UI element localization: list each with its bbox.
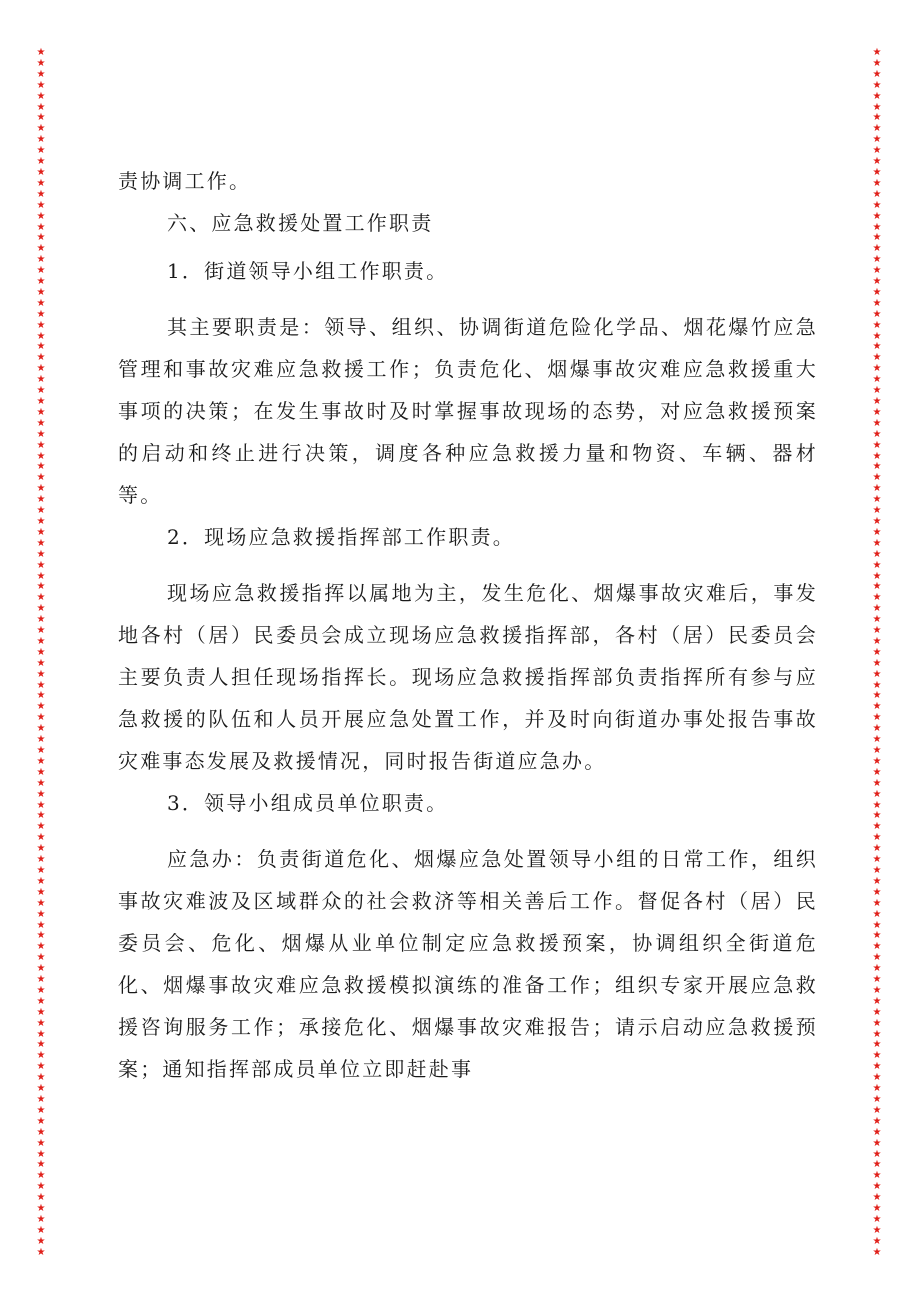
section-heading: 六、应急救援处置工作职责: [167, 211, 434, 235]
item1-paragraph: 其主要职责是：领导、组织、协调街道危险化学品、烟花爆竹应急管理和事故灾难应急救援工作；负责危化、烟爆事故灾难应急救援重大事项的决策；在发生事故时及时掌握事故现场的态势，对应急救援预案的启动和终止进行决策，调度各种应急救援力量和物资、车辆、器材等。: [118, 315, 818, 507]
item3-paragraph: 应急办：负责街道危化、烟爆应急处置领导小组的日常工作，组织事故灾难波及区域群众的社会救济等相关善后工作。督促各村（居）民委员会、危化、烟爆从业单位制定应急救援预案，协调组织全街道危化、烟爆事故灾难应急救援模拟演练的准备工作；组织专家开展应急救援咨询服务工作；承接危化、烟爆事故灾难报告；请示启动应急救援预案；通知指挥部成员单位立即赶赴事: [118, 847, 818, 1081]
document-page: [118, 160, 818, 1090]
left-star-border: ★ ★ ★ ★ ★ ★ ★ ★ ★ ★ ★ ★ ★ ★ ★ ★ ★ ★ ★ ★ ★ ★ ★ ★ ★ ★ ★ ★ ★ ★ ★ ★ ★ ★ ★ ★ ★ ★ ★ ★ ★ ★ ★ ★ ★ ★ ★ ★ ★ ★ ★ ★ ★ ★ ★ ★ ★ ★ ★ ★ ★ ★ ★ ★ ★ ★ ★ ★ ★ ★ ★ ★ ★ ★ ★ ★ ★ ★ ★ ★ ★ ★ ★ ★ ★ ★ ★ ★ ★ ★ ★ ★ ★ ★ ★ ★ ★ ★ ★ ★ ★ ★ ★ ★ ★ ★ ★ ★ ★ ★ ★: [36, 47, 46, 1258]
right-star-border: ★ ★ ★ ★ ★ ★ ★ ★ ★ ★ ★ ★ ★ ★ ★ ★ ★ ★ ★ ★ ★ ★ ★ ★ ★ ★ ★ ★ ★ ★ ★ ★ ★ ★ ★ ★ ★ ★ ★ ★ ★ ★ ★ ★ ★ ★ ★ ★ ★ ★ ★ ★ ★ ★ ★ ★ ★ ★ ★ ★ ★ ★ ★ ★ ★ ★ ★ ★ ★ ★ ★ ★ ★ ★ ★ ★ ★ ★ ★ ★ ★ ★ ★ ★ ★ ★ ★ ★ ★ ★ ★ ★ ★ ★ ★ ★ ★ ★ ★ ★ ★ ★ ★ ★ ★ ★ ★ ★ ★ ★ ★: [872, 47, 882, 1258]
item2-paragraph: 现场应急救援指挥以属地为主，发生危化、烟爆事故灾难后，事发地各村（居）民委员会成立现场应急救援指挥部，各村（居）民委员会主要负责人担任现场指挥长。现场应急救援指挥部负责指挥所有参与应急救援的队伍和人员开展应急处置工作，并及时向街道办事处报告事故灾难事态发展及救援情况，同时报告街道应急办。: [118, 581, 818, 773]
item1-heading: 1．街道领导小组工作职责。: [167, 259, 449, 283]
item3-heading: 3．领导小组成员单位职责。: [167, 791, 449, 815]
item2-heading: 2．现场应急救援指挥部工作职责。: [167, 525, 515, 549]
carryover-line: 责协调工作。: [118, 169, 252, 193]
